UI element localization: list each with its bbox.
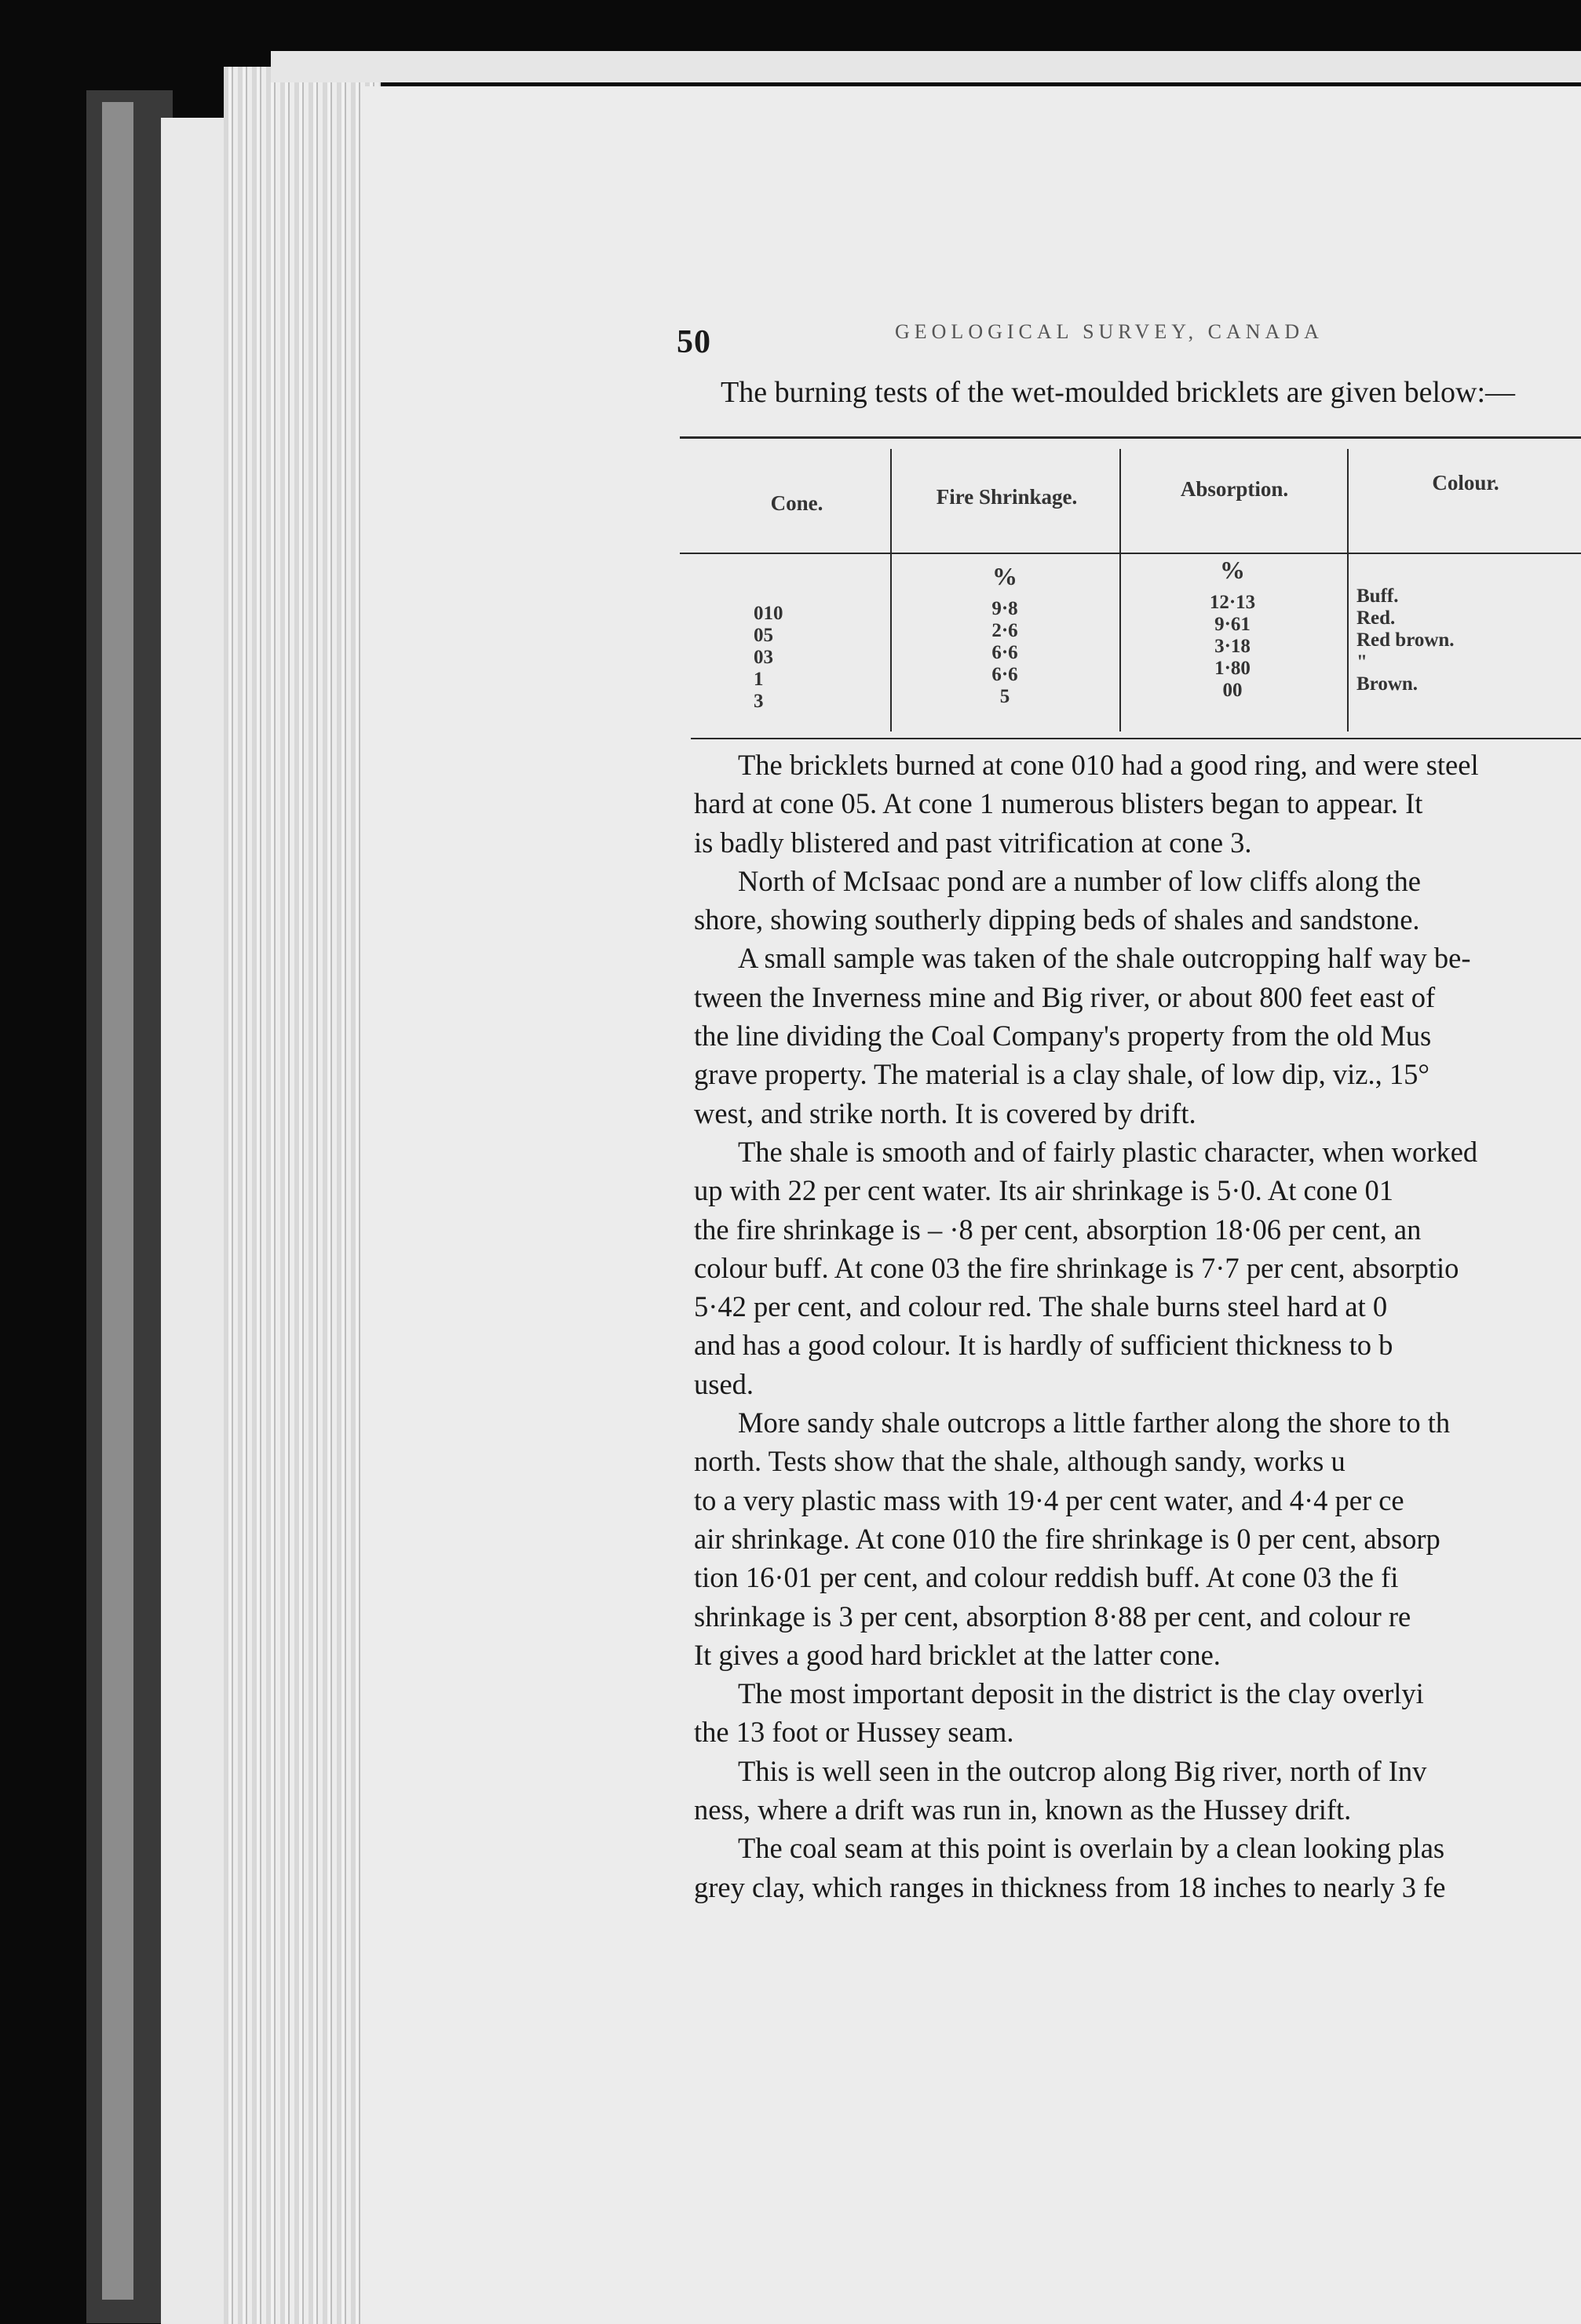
paragraph — [694, 1752, 1581, 1830]
table-header-fire-shrinkage: Fire Shrinkage. — [936, 485, 1078, 509]
text-line: This is well seen in the outcrop along Big river, north of Inv — [738, 1754, 1427, 1787]
text-line: north. Tests show that the shale, although sandy, works u — [694, 1445, 1345, 1478]
table-cell-cone: 010 — [754, 603, 783, 624]
text-line: the line dividing the Coal Company's property from the old Mus — [694, 1020, 1432, 1053]
table-intro: The burning tests of the wet-moulded bricklets are given below:— — [721, 376, 1516, 409]
body-text — [694, 746, 1581, 1906]
table-column-cone — [754, 603, 783, 713]
table-header-absorption: Absorption. — [1180, 477, 1289, 501]
text-line: up with 22 per cent water. Its air shrinkage is 5·0. At cone 01 — [694, 1174, 1393, 1207]
text-line: More sandy shale outcrops a little farther along the shore to th — [738, 1406, 1451, 1439]
table-cell-cone: 1 — [754, 669, 764, 690]
text-line: is badly blistered and past vitrification at cone 3. — [694, 826, 1252, 859]
text-line: The coal seam at this point is overlain by a clean looking plas — [738, 1832, 1445, 1865]
text-line: the 13 foot or Hussey seam. — [694, 1716, 1014, 1749]
paragraph — [694, 939, 1581, 1132]
table-header-cone: Cone. — [770, 491, 823, 515]
running-head: GEOLOGICAL SURVEY, CANADA — [895, 320, 1324, 343]
paragraph — [694, 1674, 1581, 1752]
text-line: hard at cone 05. At cone 1 numerous blisters began to appear. It — [694, 787, 1423, 820]
text-line: tween the Inverness mine and Big river, or about 800 feet east of — [694, 980, 1436, 1013]
text-line: tion 16·01 per cent, and colour reddish buff. At cone 03 the fi — [694, 1561, 1399, 1594]
text-line: and has a good colour. It is hardly of sufficient thickness to b — [694, 1329, 1393, 1362]
table-cell-colour: Red brown. — [1356, 629, 1455, 651]
page-edges — [224, 67, 381, 2324]
table-header-colour: Colour. — [1432, 471, 1499, 494]
paragraph — [694, 1403, 1581, 1674]
text-line: colour buff. At cone 03 the fire shrinkage is 7·7 per cent, absorptio — [694, 1251, 1459, 1284]
table-col-divider — [890, 449, 892, 731]
table-cell-colour: Brown. — [1356, 673, 1419, 695]
text-line: It gives a good hard bricklet at the latter cone. — [694, 1638, 1221, 1671]
paragraph — [694, 1829, 1581, 1906]
table-cell-absorption: 9·61 — [1214, 614, 1251, 635]
text-line: ness, where a drift was run in, known as the Hussey drift. — [694, 1793, 1352, 1826]
table-cell-absorption: 1·80 — [1214, 658, 1251, 679]
table-cell-cone: 05 — [754, 625, 773, 646]
table-header-rule — [680, 553, 1581, 554]
text-line: The shale is smooth and of fairly plastic character, when worked — [738, 1135, 1478, 1168]
table-cell-fire-shrinkage: 5 — [999, 686, 1010, 707]
table-col-divider — [1347, 449, 1349, 731]
table-top-rule — [680, 436, 1581, 439]
text-line: air shrinkage. At cone 010 the fire shrinkage is 0 per cent, absorp — [694, 1522, 1440, 1555]
text-line: The bricklets burned at cone 010 had a good ring, and were steel — [738, 749, 1479, 781]
text-line: west, and strike north. It is covered by drift. — [694, 1096, 1196, 1129]
table-cell-fire-shrinkage: 9·8 — [991, 598, 1018, 619]
table-cell-fire-shrinkage: 6·6 — [991, 664, 1018, 685]
table-cell-colour: " — [1356, 651, 1367, 673]
paragraph — [694, 862, 1581, 939]
table-unit-fire-shrinkage: % — [992, 562, 1017, 590]
text-line: 5·42 per cent, and colour red. The shale burns steel hard at 0 — [694, 1290, 1388, 1323]
text-line: North of McIsaac pond are a number of low cliffs along the — [738, 864, 1421, 897]
text-line: used. — [694, 1367, 754, 1400]
book-spine-edge — [102, 102, 133, 2300]
table-unit-absorption: % — [1220, 556, 1245, 584]
table-cell-absorption: 12·13 — [1209, 592, 1256, 613]
table-cell-fire-shrinkage: 6·6 — [991, 642, 1018, 663]
text-line: A small sample was taken of the shale outcropping half way be- — [738, 942, 1471, 975]
page-edges-top — [271, 51, 1581, 82]
table-bottom-rule — [691, 738, 1581, 739]
table-cell-cone: 3 — [754, 691, 764, 712]
table-column-fire-shrinkage — [966, 598, 1044, 708]
paragraph — [694, 1133, 1581, 1403]
text-line: to a very plastic mass with 19·4 per cent water, and 4·4 per ce — [694, 1483, 1404, 1516]
text-line: The most important deposit in the district is the clay overlyi — [738, 1677, 1424, 1710]
paragraph — [694, 746, 1581, 862]
table-cell-colour: Buff. — [1356, 586, 1399, 607]
text-line: grave property. The material is a clay shale, of low dip, viz., 15° — [694, 1058, 1429, 1091]
page-number: 50 — [677, 324, 711, 360]
table-cell-absorption: 3·18 — [1214, 636, 1251, 657]
table-cell-colour: Red. — [1356, 607, 1396, 629]
table-cell-absorption: 00 — [1222, 680, 1243, 701]
table-col-divider — [1119, 449, 1121, 731]
table-cell-fire-shrinkage: 2·6 — [991, 620, 1018, 641]
text-line: shrinkage is 3 per cent, absorption 8·88 per cent, and colour re — [694, 1600, 1411, 1633]
text-line: grey clay, which ranges in thickness from 18 inches to nearly 3 fe — [694, 1870, 1446, 1903]
text-line: shore, showing southerly dipping beds of shales and sandstone. — [694, 903, 1420, 936]
table-column-colour — [1356, 586, 1455, 695]
table-column-absorption — [1193, 592, 1272, 702]
text-line: the fire shrinkage is – ·8 per cent, absorption 18·06 per cent, an — [694, 1213, 1422, 1246]
table-cell-cone: 03 — [754, 647, 773, 668]
